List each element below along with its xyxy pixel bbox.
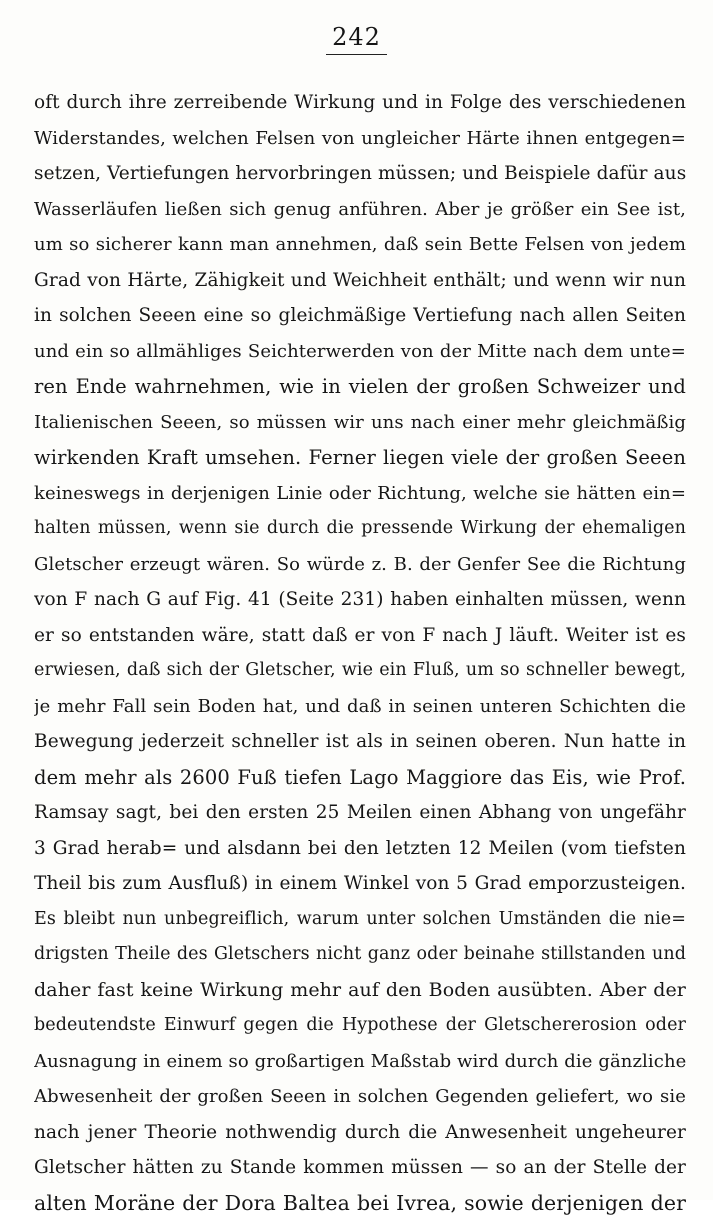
text-line: Ramsay sagt, bei den ersten 25 Meilen einen Abhang von ungefähr	[34, 795, 686, 831]
page-number-text: 242	[326, 22, 387, 55]
text-line: nach jener Theorie nothwendig durch die Anwesenheit ungeheurer	[34, 1115, 686, 1151]
text-line: dem mehr als 2600 Fuß tiefen Lago Maggiore das Eis, wie Prof.	[34, 760, 686, 796]
text-line: Bewegung jederzeit schneller ist als in seinen oberen. Nun hatte in	[34, 724, 686, 760]
text-line: Es bleibt nun unbegreiflich, warum unter solchen Umständen die nie=	[34, 902, 686, 938]
text-line: ren Ende wahrnehmen, wie in vielen der großen Schweizer und	[34, 369, 686, 405]
text-line: Widerstandes, welchen Felsen von ungleicher Härte ihnen entgegen=	[34, 121, 686, 157]
text-line: 3 Grad herab= und alsdann bei den letzten 12 Meilen (vom tiefsten	[34, 831, 686, 867]
text-line: Gletscher erzeugt wären. So würde z. B. der Genfer See die Richtung	[34, 547, 686, 583]
text-line: drigsten Theile des Gletschers nicht ganz oder beinahe stillstanden und	[34, 937, 686, 973]
text-line: Gletscher hätten zu Stande kommen müssen — so an der Stelle der	[34, 1150, 686, 1186]
text-line: Ausnagung in einem so großartigen Maßstab wird durch die gänzliche	[34, 1044, 686, 1080]
text-line: alten Moräne der Dora Baltea bei Ivrea, sowie derjenigen der	[34, 1186, 686, 1221]
text-line: Italienischen Seeen, so müssen wir uns nach einer mehr gleichmäßig	[34, 405, 686, 441]
text-line: bedeutendste Einwurf gegen die Hypothese der Gletschererosion oder	[34, 1008, 686, 1044]
text-line: setzen, Vertiefungen hervorbringen müssen; und Beispiele dafür aus	[34, 156, 686, 192]
text-line: Theil bis zum Ausfluß) in einem Winkel von 5 Grad emporzusteigen.	[34, 866, 686, 902]
text-line: oft durch ihre zerreibende Wirkung und in Folge des verschiedenen	[34, 85, 686, 121]
text-line: Grad von Härte, Zähigkeit und Weichheit enthält; und wenn wir nun	[34, 263, 686, 299]
text-line: er so entstanden wäre, statt daß er von F nach J läuft. Weiter ist es	[34, 618, 686, 654]
text-line: von F nach G auf Fig. 41 (Seite 231) haben einhalten müssen, wenn	[34, 582, 686, 618]
page-number	[0, 22, 713, 55]
text-line: wirkenden Kraft umsehen. Ferner liegen viele der großen Seeen	[34, 440, 686, 476]
text-line: je mehr Fall sein Boden hat, und daß in seinen unteren Schichten die	[34, 689, 686, 725]
text-line: Wasserläufen ließen sich genug anführen. Aber je größer ein See ist,	[34, 192, 686, 228]
text-line: halten müssen, wenn sie durch die pressende Wirkung der ehemaligen	[34, 511, 686, 547]
text-line: daher fast keine Wirkung mehr auf den Boden ausübten. Aber der	[34, 973, 686, 1009]
text-line: Abwesenheit der großen Seeen in solchen Gegenden geliefert, wo sie	[34, 1079, 686, 1115]
text-line: keineswegs in derjenigen Linie oder Richtung, welche sie hätten ein=	[34, 476, 686, 512]
text-line: und ein so allmähliges Seichterwerden von der Mitte nach dem unte=	[34, 334, 686, 370]
text-line: in solchen Seeen eine so gleichmäßige Vertiefung nach allen Seiten	[34, 298, 686, 334]
text-line: um so sicherer kann man annehmen, daß sein Bette Felsen von jedem	[34, 227, 686, 263]
text-line: erwiesen, daß sich der Gletscher, wie ein Fluß, um so schneller bewegt,	[34, 653, 686, 689]
body-text	[34, 85, 686, 1221]
